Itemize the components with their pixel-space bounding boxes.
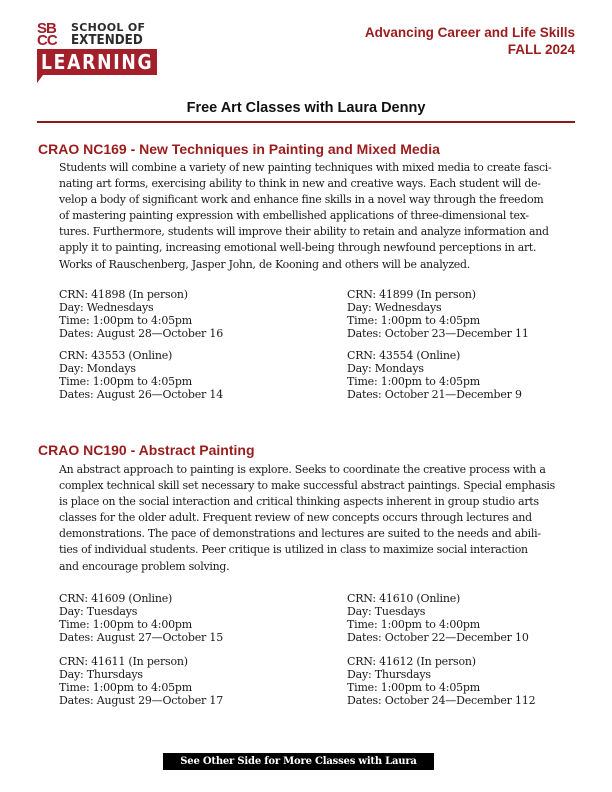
section-day: Day: Mondays [347, 362, 424, 375]
class-section-41899 [347, 288, 529, 340]
description-line: and encourage problem solving. [59, 559, 230, 573]
section-day: Day: Thursdays [59, 668, 143, 681]
section-crn: CRN: 41898 (In person) [59, 288, 188, 301]
section-dates: Dates: October 23—December 11 [347, 327, 529, 340]
header-term: FALL 2024 [507, 42, 575, 57]
description-line: demonstrations. The pace of demonstrations and lectures are suited to the needs and abili- [59, 527, 541, 541]
section-crn: CRN: 43553 (Online) [59, 349, 173, 362]
section-crn: CRN: 41612 (In person) [347, 655, 476, 668]
logo-learning-box [37, 49, 157, 75]
section-time: Time: 1:00pm to 4:05pm [59, 375, 192, 388]
section-crn: CRN: 41611 (In person) [59, 655, 188, 668]
logo-cc: CC [37, 32, 57, 49]
section-time: Time: 1:00pm to 4:05pm [347, 314, 480, 327]
logo-school-of: SCHOOL OF [71, 21, 146, 34]
section-dates: Dates: August 29—October 17 [59, 694, 223, 707]
description-line: is place on the social interaction and critical thinking aspects inherent in group studio arts [59, 495, 539, 509]
page-title: Free Art Classes with Laura Denny [186, 100, 426, 116]
header-tagline: Advancing Career and Life Skills [364, 25, 575, 40]
title-divider [37, 121, 575, 123]
section-day: Day: Thursdays [347, 668, 431, 681]
footer-note: See Other Side for More Classes with Laura [163, 753, 434, 770]
section-dates: Dates: October 22—December 10 [347, 631, 529, 644]
section-time: Time: 1:00pm to 4:00pm [347, 618, 480, 631]
description-line: velop a body of significant work and enhance fine skills in a novel way through the freedom [59, 193, 544, 207]
section-day: Day: Mondays [59, 362, 136, 375]
section-day: Day: Tuesdays [347, 605, 426, 618]
class-section-41609 [59, 592, 223, 644]
description-line: tures. Furthermore, students will improve their ability to retain and analyze information and [59, 225, 549, 239]
header-right [365, 24, 575, 58]
description-line: nating art forms, exercising ability to think in new and creative ways. Each student will de- [59, 177, 541, 191]
course-title-nc190: CRAO NC190 - Abstract Painting [38, 442, 255, 458]
description-line: apply it to painting, increasing emotional well-being through newfound perceptions in art. [59, 241, 537, 255]
section-time: Time: 1:00pm to 4:05pm [59, 681, 192, 694]
course-description-nc190 [59, 462, 569, 575]
description-line: of mastering painting expression with embellished applications of three-dimensional tex- [59, 209, 529, 223]
section-day: Day: Wednesdays [59, 301, 154, 314]
sbcc-logo [37, 20, 159, 87]
logo-learning: LEARNING [41, 50, 154, 74]
section-crn: CRN: 41609 (Online) [59, 592, 173, 605]
logo-speech-tab-icon [37, 75, 43, 83]
section-day: Day: Tuesdays [59, 605, 138, 618]
section-time: Time: 1:00pm to 4:00pm [59, 618, 192, 631]
class-section-41612 [347, 655, 535, 707]
description-line: ties of individual students. Peer critique is utilized in class to maximize social interaction [59, 543, 528, 557]
logo-extended: EXTENDED [71, 33, 143, 48]
class-section-43553 [59, 349, 223, 401]
section-time: Time: 1:00pm to 4:05pm [347, 375, 480, 388]
description-line: An abstract approach to painting is explore. Seeks to coordinate the creative process with a [59, 463, 546, 476]
section-dates: Dates: October 21—December 9 [347, 388, 522, 401]
section-crn: CRN: 41899 (In person) [347, 288, 476, 301]
section-dates: Dates: August 27—October 15 [59, 631, 223, 644]
section-dates: Dates: August 28—October 16 [59, 327, 223, 340]
class-section-41611 [59, 655, 223, 707]
description-line: Works of Rauschenberg, Jasper John, de Kooning and others will be analyzed. [59, 257, 470, 271]
logo-sb: SB [37, 20, 56, 37]
course-description-nc169 [59, 160, 569, 273]
section-time: Time: 1:00pm to 4:05pm [347, 681, 480, 694]
section-time: Time: 1:00pm to 4:05pm [59, 314, 192, 327]
section-crn: CRN: 41610 (Online) [347, 592, 461, 605]
description-line: classes for the older adult. Frequent review of new concepts occurs through lectures and [59, 511, 532, 525]
class-section-41610 [347, 592, 529, 644]
section-dates: Dates: October 24—December 112 [347, 694, 536, 707]
description-line: Students will combine a variety of new painting techniques with mixed media to create fasci- [59, 161, 552, 174]
course-title-nc169: CRAO NC169 - New Techniques in Painting and Mixed Media [38, 141, 440, 157]
logo-sbcc-mark [37, 20, 57, 49]
section-day: Day: Wednesdays [347, 301, 442, 314]
description-line: complex technical skill set necessary to make successful abstract paintings. Special emphasis [59, 479, 556, 493]
class-section-41898 [59, 288, 223, 340]
class-section-43554 [347, 349, 522, 401]
section-dates: Dates: August 26—October 14 [59, 388, 223, 401]
section-crn: CRN: 43554 (Online) [347, 349, 461, 362]
